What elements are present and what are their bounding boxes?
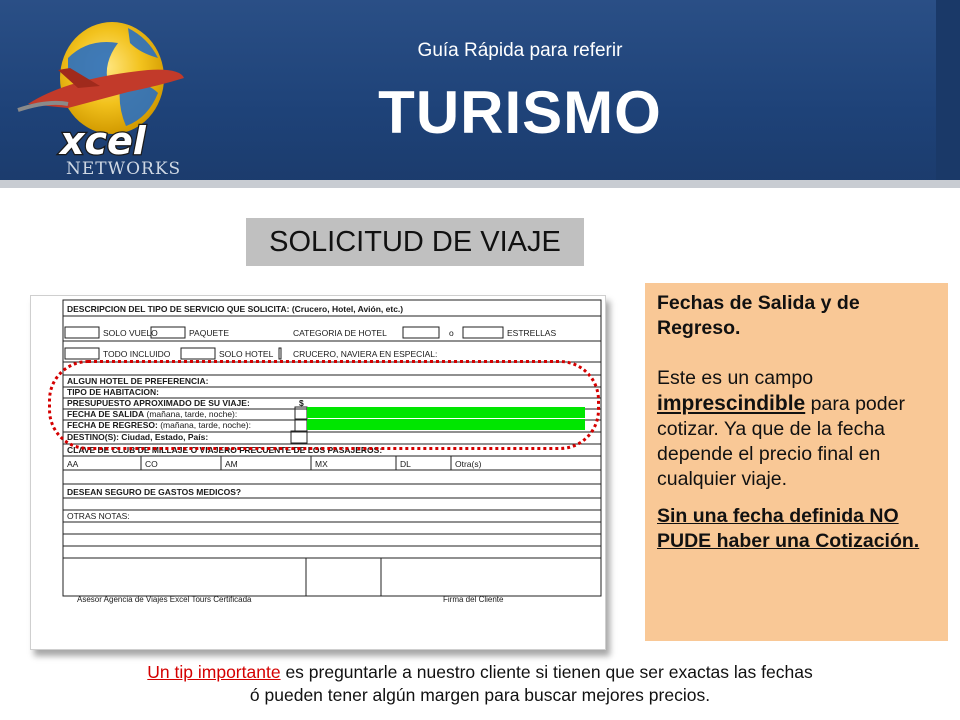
airline-am: AM (225, 459, 238, 469)
logo-networks: NETWORKS (66, 159, 182, 179)
otras-notas-label: OTRAS NOTAS: (67, 511, 130, 521)
svg-text:DESCRIPCION DEL TIPO DE SERVIC (67, 304, 403, 314)
note-emphasis: imprescindible (657, 392, 806, 415)
opt-paquete: PAQUETE (189, 328, 229, 338)
clave-club-label: CLAVE DE CLUB DE MILLAJE O VIAJERO FRECUENTE DE LOS PASAJEROS: (67, 445, 383, 455)
fecha-regreso-hint: (mañana, tarde, noche): (160, 420, 251, 430)
firma-label: Firma del Cliente (443, 595, 504, 604)
hotel-pref-label: ALGUN HOTEL DE PREFERENCIA: (67, 376, 209, 386)
footer-tip (20, 661, 940, 707)
header-divider (0, 180, 960, 188)
note-warning: Sin una fecha definida NO PUDE haber una Cotización. (657, 505, 920, 552)
airline-dl: DL (400, 459, 411, 469)
xcel-networks-logo (8, 8, 198, 180)
presupuesto-label: PRESUPUESTO APROXIMADO DE SU VIAJE: (67, 398, 250, 408)
opt-o: o (449, 328, 454, 338)
form-graphic (31, 296, 605, 649)
tip-text-2: ó pueden tener algún margen para buscar mejores precios. (249, 685, 711, 705)
note-heading: Fechas de Salida y de Regreso. (657, 292, 860, 339)
airline-mx: MX (315, 459, 328, 469)
airline-otra: Otra(s) (455, 459, 482, 469)
opt-todo-incluido: TODO INCLUIDO (103, 349, 171, 359)
opt-categoria: CATEGORIA DE HOTEL (293, 328, 387, 338)
logo-wordmark: xcel (60, 119, 146, 163)
fecha-regreso-label: FECHA DE REGRESO: (67, 420, 158, 430)
seguro-label: DESEAN SEGURO DE GASTOS MEDICOS? (67, 487, 242, 497)
travel-request-form (30, 295, 606, 650)
header-subtitle: Guía Rápida para referir (417, 40, 623, 61)
tipo-habitacion-label: TIPO DE HABITACION: (67, 387, 159, 397)
destino-label: DESTINO(S): Ciudad, Estado, País: (67, 432, 209, 442)
fecha-salida-label: FECHA DE SALIDA (67, 409, 145, 419)
asesor-label: Asesor Agencia de Viajes Excel Tours Certificada (77, 595, 252, 604)
note-line-b: para poder cotizar. Ya que de la fecha depende el precio final en cualquier viaje. (657, 393, 905, 490)
header-title: TURISMO (378, 79, 662, 146)
note-body (657, 366, 938, 492)
opt-crucero: CRUCERO, NAVIERA EN ESPECIAL: (293, 349, 438, 359)
date-fields-note (645, 283, 948, 641)
section-heading: SOLICITUD DE VIAJE (246, 218, 584, 266)
airline-co: CO (145, 459, 158, 469)
form-row1-hint: (Crucero, Hotel, Avión, etc.) (291, 304, 404, 314)
header-banner (0, 0, 960, 188)
header-side-bar (936, 0, 960, 188)
note-line-a: Este es un campo (657, 367, 814, 389)
tip-label: Un tip importante (147, 662, 281, 682)
form-row1-label: DESCRIPCION DEL TIPO DE SERVICIO QUE SOLICITA: (67, 304, 290, 314)
tip-text-1: es preguntarle a nuestro cliente si tienen que ser exactas las fechas (285, 662, 813, 682)
opt-solo-hotel: SOLO HOTEL (219, 349, 274, 359)
airline-aa: AA (67, 459, 79, 469)
date-fields-highlight-oval (48, 360, 600, 450)
fecha-salida-hint: (mañana, tarde, noche): (146, 409, 238, 419)
currency-sign: $ (299, 398, 304, 408)
opt-solo-vuelo: SOLO VUELO (103, 328, 158, 338)
opt-estrellas: ESTRELLAS (507, 328, 557, 338)
